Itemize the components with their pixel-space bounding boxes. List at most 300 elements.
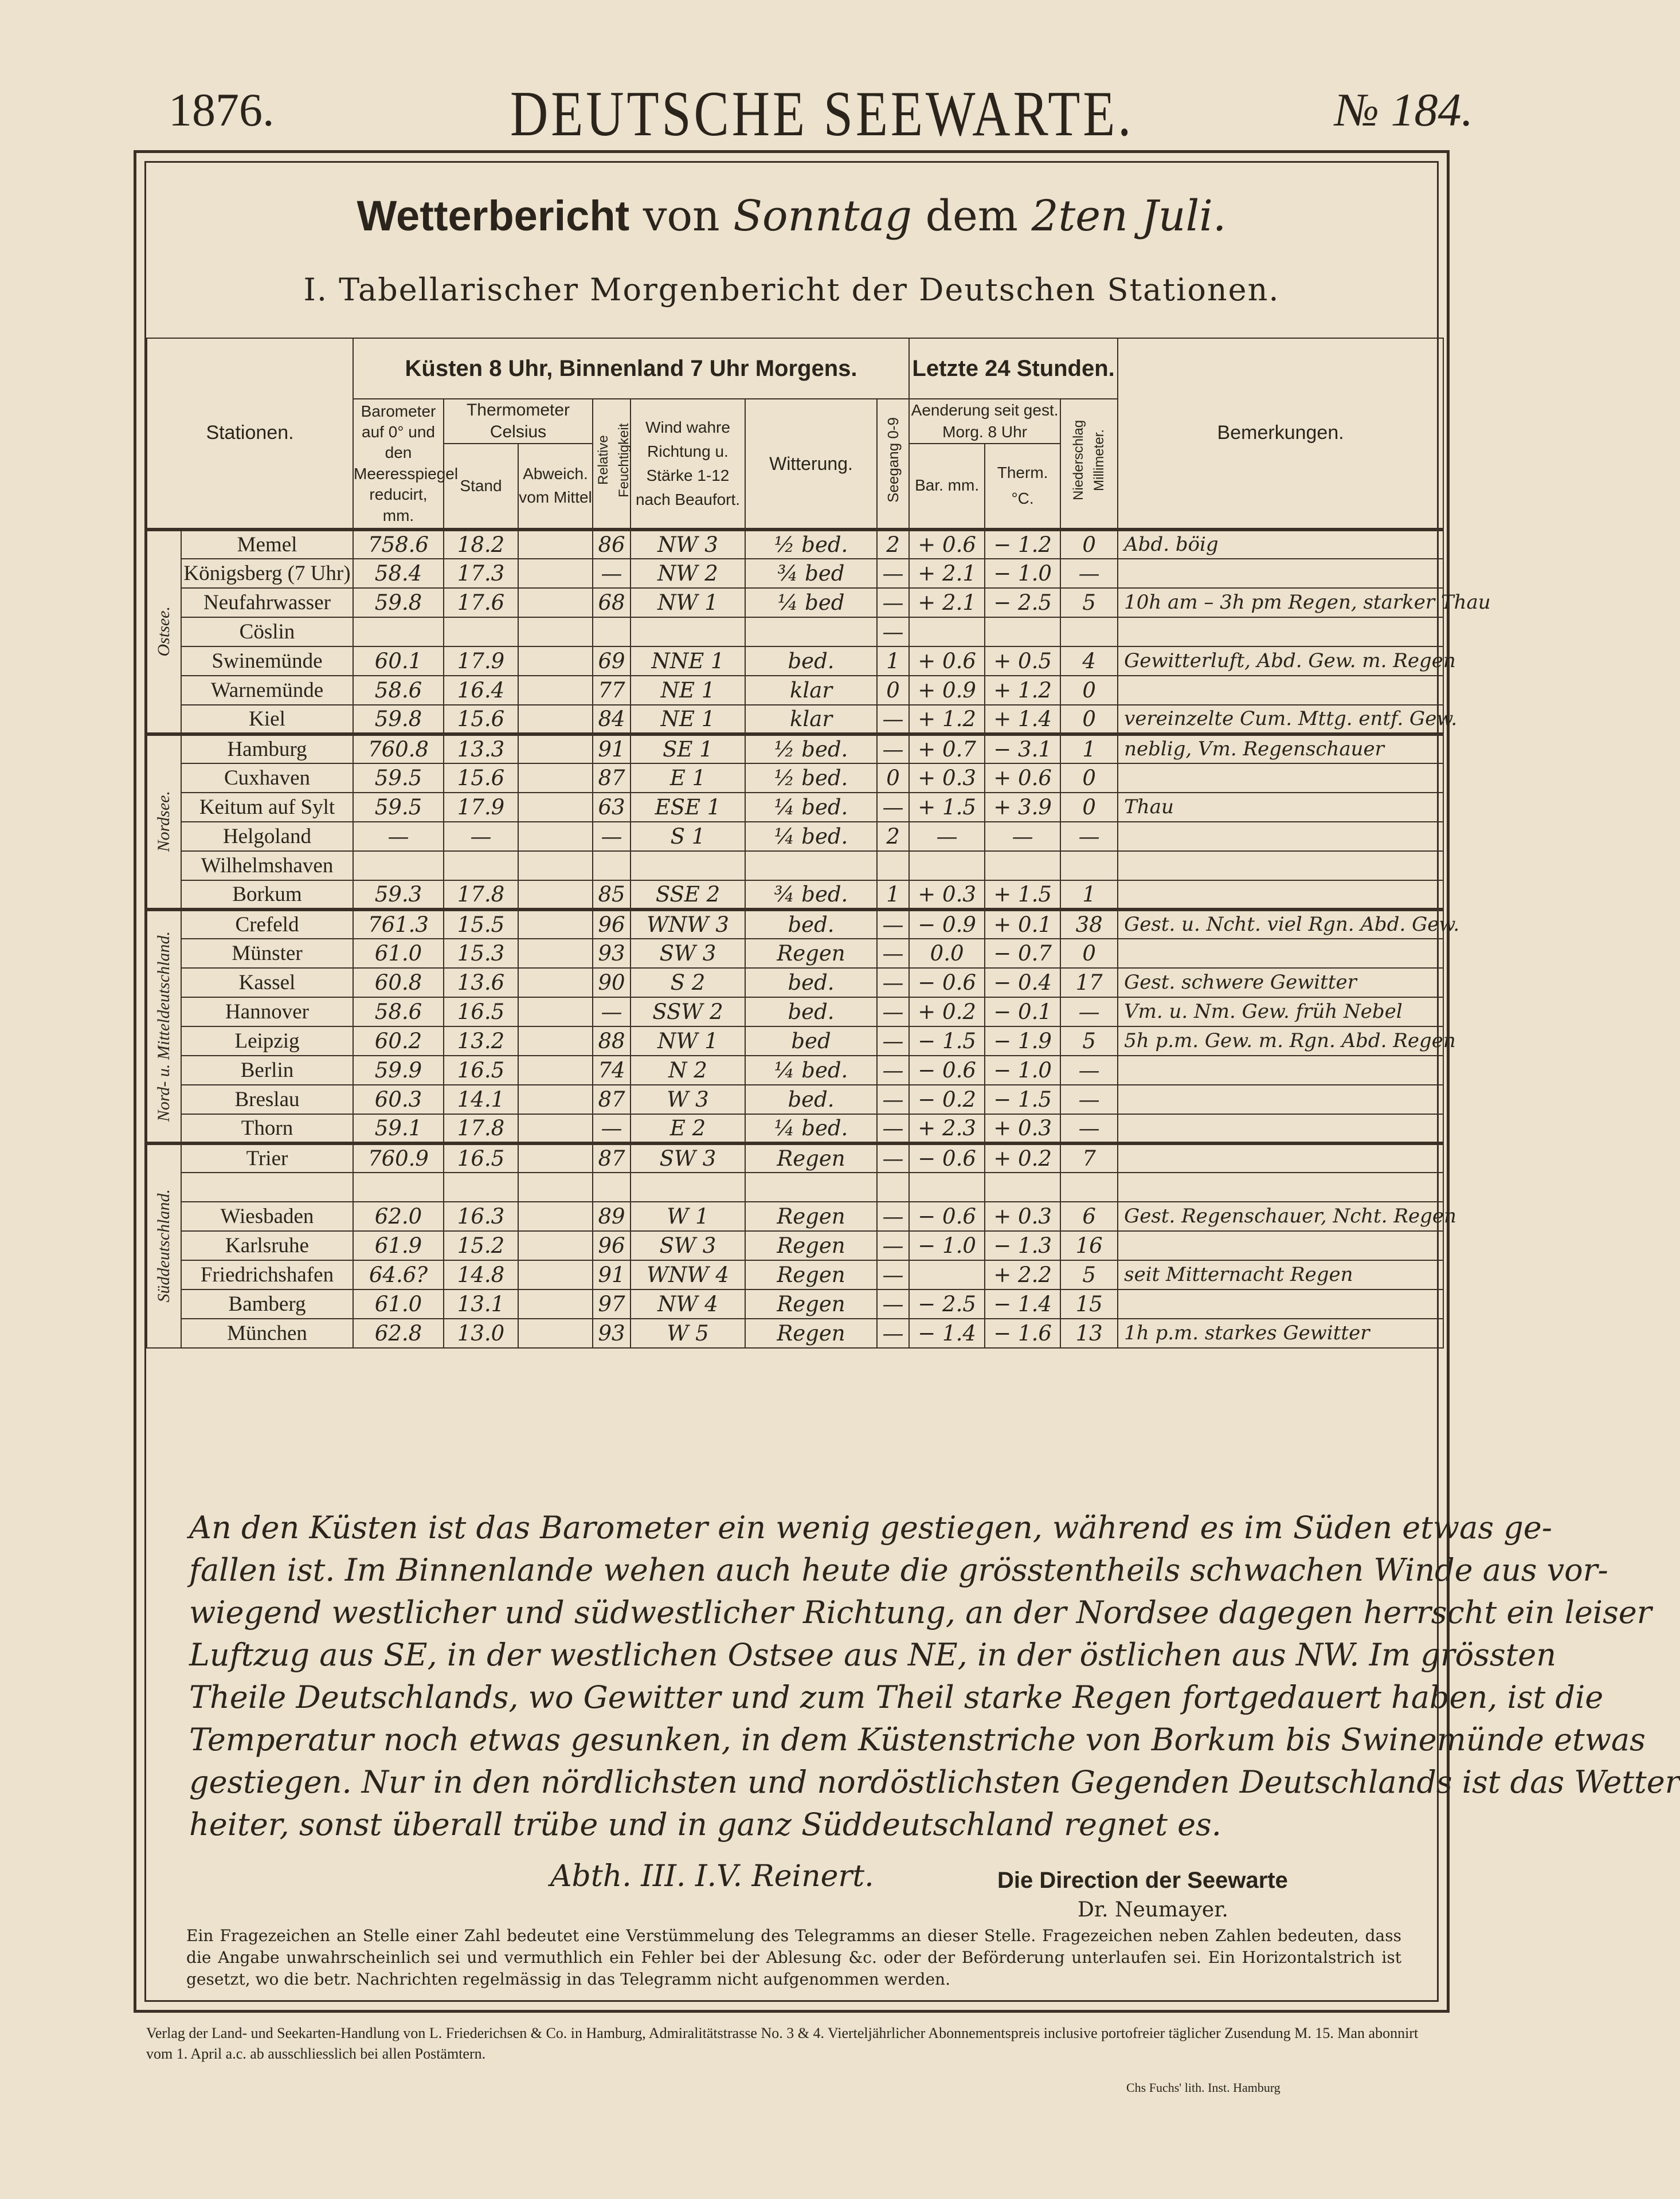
weather-cell: bed.: [745, 997, 877, 1026]
precip-cell: 4: [1060, 646, 1118, 676]
inner-frame: [144, 161, 1680, 2002]
thermometer-cell: 13.1: [444, 1289, 518, 1319]
station-name: Keitum auf Sylt: [181, 793, 353, 822]
table-row: [147, 1143, 1443, 1173]
weather-cell: ¼ bed: [745, 588, 877, 617]
morning-header: Küsten 8 Uhr, Binnenland 7 Uhr Morgens.: [353, 338, 909, 399]
thermometer-cell: 13.3: [444, 734, 518, 763]
station-name: [181, 1173, 353, 1202]
thermometer-cell: [444, 617, 518, 646]
remark-cell: Gest. schwere Gewitter: [1118, 968, 1443, 997]
wind-cell: NW 4: [631, 1289, 745, 1319]
barometer-cell: 59.8: [353, 705, 444, 734]
therm-change-cell: [985, 617, 1060, 646]
station-name: Kiel: [181, 705, 353, 734]
station-name: Königsberg (7 Uhr): [181, 559, 353, 588]
wind-cell: SE 1: [631, 734, 745, 763]
humidity-cell: 93: [593, 1319, 631, 1348]
remark-cell: Abd. böig: [1118, 530, 1443, 559]
deviation-cell: [518, 1202, 593, 1231]
summary-line: gestiegen. Nur in den nördlichsten und nordöstlichsten Gegenden Deutschlands ist das Wetter: [189, 1764, 1680, 1800]
precip-cell: —: [1060, 1114, 1118, 1143]
therm-change-cell: [985, 851, 1060, 880]
summary-line: Luftzug aus SE, in der westlichen Ostsee aus NE, in der östlichen aus NW. Im grössten: [189, 1637, 1557, 1673]
thermometer-cell: 17.8: [444, 880, 518, 910]
deviation-cell: [518, 851, 593, 880]
table-row: [147, 530, 1443, 559]
deviation-cell: [518, 968, 593, 997]
station-name: Hamburg: [181, 734, 353, 763]
therm-change-cell: − 1.3: [985, 1231, 1060, 1260]
table-row: [147, 1260, 1443, 1289]
precip-cell: 17: [1060, 968, 1118, 997]
remark-cell: Thau: [1118, 793, 1443, 822]
station-name: Leipzig: [181, 1026, 353, 1056]
thermometer-cell: —: [444, 822, 518, 851]
bar-change-cell: + 0.3: [909, 880, 985, 910]
weather-cell: ½ bed.: [745, 530, 877, 559]
summary-line: Theile Deutschlands, wo Gewitter und zum Theil starke Regen fortgedauert haben, ist die: [189, 1679, 1604, 1715]
change-header: Aenderung seit gest. Morg. 8 Uhr: [909, 399, 1060, 444]
therm-change-cell: + 1.5: [985, 880, 1060, 910]
humidity-cell: 87: [593, 1085, 631, 1114]
table-row: [147, 997, 1443, 1026]
seegang-cell: —: [877, 968, 909, 997]
bar-change-cell: − 1.5: [909, 1026, 985, 1056]
thermometer-cell: 17.9: [444, 646, 518, 676]
weather-cell: Regen: [745, 1260, 877, 1289]
barometer-cell: 59.1: [353, 1114, 444, 1143]
bar-change-cell: − 0.6: [909, 1143, 985, 1173]
barometer-cell: 58.6: [353, 676, 444, 705]
weather-cell: ¾ bed: [745, 559, 877, 588]
wind-cell: NW 3: [631, 530, 745, 559]
table-row: [147, 705, 1443, 734]
thermometer-cell: 13.6: [444, 968, 518, 997]
newspaper-title: DEUTSCHE SEEWARTE.: [510, 79, 1134, 150]
summary-line: heiter, sonst überall trübe und in ganz Süddeutschland regnet es.: [189, 1806, 1221, 1843]
therm-change-cell: + 0.1: [985, 910, 1060, 939]
stations-header: Stationen.: [147, 338, 353, 530]
therm-change-cell: + 0.6: [985, 763, 1060, 793]
therm-change-cell: − 1.6: [985, 1319, 1060, 1348]
seegang-cell: —: [877, 1319, 909, 1348]
thermometer-cell: 16.5: [444, 1056, 518, 1085]
therm-change-cell: + 0.3: [985, 1202, 1060, 1231]
remark-cell: [1118, 1231, 1443, 1260]
summary-line: fallen ist. Im Binnenlande wehen auch heute die grösstentheils schwachen Winde aus vor-: [189, 1552, 1608, 1588]
wind-cell: SSE 2: [631, 880, 745, 910]
weather-cell: ½ bed.: [745, 763, 877, 793]
direction: Die Direction der Seewarte: [997, 1868, 1288, 1893]
therm-change-cell: − 1.5: [985, 1085, 1060, 1114]
seegang-cell: —: [877, 559, 909, 588]
barometer-cell: 59.3: [353, 880, 444, 910]
wind-cell: [631, 1173, 745, 1202]
humidity-cell: 86: [593, 530, 631, 559]
remark-cell: seit Mitternacht Regen: [1118, 1260, 1443, 1289]
precip-cell: 15: [1060, 1289, 1118, 1319]
therm-change-cell: − 1.0: [985, 559, 1060, 588]
seegang-cell: —: [877, 1056, 909, 1085]
barometer-header-text: Barometer auf 0° und den Meeresspiegel reducirt, mm.: [354, 402, 459, 524]
station-name: Thorn: [181, 1114, 353, 1143]
deviation-cell: [518, 530, 593, 559]
humidity-cell: 77: [593, 676, 631, 705]
report-title-prefix: Wetterbericht: [357, 192, 630, 240]
station-name: Neufahrwasser: [181, 588, 353, 617]
table-row: [147, 1056, 1443, 1085]
wind-cell: NW 1: [631, 588, 745, 617]
table-row: [147, 1231, 1443, 1260]
thermometer-cell: 14.1: [444, 1085, 518, 1114]
weather-cell: Regen: [745, 1289, 877, 1319]
seegang-cell: —: [877, 793, 909, 822]
table-row: [147, 1289, 1443, 1319]
deviation-cell: [518, 676, 593, 705]
bar-change-cell: [909, 617, 985, 646]
wind-cell: N 2: [631, 1056, 745, 1085]
barometer-cell: 61.0: [353, 939, 444, 968]
therm-change-cell: + 1.4: [985, 705, 1060, 734]
bar-change-header: Bar. mm.: [909, 444, 985, 530]
wind-cell: NE 1: [631, 676, 745, 705]
remark-cell: Vm. u. Nm. Gew. früh Nebel: [1118, 997, 1443, 1026]
therm-change-cell: − 1.2: [985, 530, 1060, 559]
remark-cell: [1118, 676, 1443, 705]
station-name: Warnemünde: [181, 676, 353, 705]
thermometer-cell: [444, 851, 518, 880]
deviation-cell: [518, 910, 593, 939]
seegang-cell: —: [877, 910, 909, 939]
report-title: [146, 191, 1437, 241]
barometer-cell: 60.1: [353, 646, 444, 676]
table-row: [147, 646, 1443, 676]
table-row: [147, 851, 1443, 880]
barometer-cell: 60.2: [353, 1026, 444, 1056]
seegang-cell: [877, 851, 909, 880]
seegang-cell: 2: [877, 530, 909, 559]
precip-header: [1060, 399, 1118, 530]
deviation-cell: [518, 822, 593, 851]
barometer-cell: 760.8: [353, 734, 444, 763]
humidity-cell: 96: [593, 1231, 631, 1260]
wind-cell: ESE 1: [631, 793, 745, 822]
humidity-cell: [593, 1173, 631, 1202]
therm-change-cell: + 0.2: [985, 1143, 1060, 1173]
station-name: Cuxhaven: [181, 763, 353, 793]
wind-cell: W 1: [631, 1202, 745, 1231]
table-row: [147, 734, 1443, 763]
precip-cell: 7: [1060, 1143, 1118, 1173]
barometer-cell: 59.5: [353, 763, 444, 793]
last24-header: Letzte 24 Stunden.: [909, 338, 1118, 399]
thermometer-cell: 15.2: [444, 1231, 518, 1260]
precip-cell: —: [1060, 1085, 1118, 1114]
wind-cell: SSW 2: [631, 997, 745, 1026]
therm-change-cell: − 0.4: [985, 968, 1060, 997]
wind-cell: [631, 851, 745, 880]
seegang-cell: —: [877, 1289, 909, 1319]
bar-change-cell: + 2.3: [909, 1114, 985, 1143]
seegang-cell: —: [877, 588, 909, 617]
bar-change-cell: + 0.3: [909, 763, 985, 793]
remarks-header: Bemerkungen.: [1118, 338, 1443, 530]
precip-cell: —: [1060, 997, 1118, 1026]
remark-cell: Gest. Regenschauer, Ncht. Regen: [1118, 1202, 1443, 1231]
table-row: [147, 676, 1443, 705]
thermometer-cell: 17.3: [444, 559, 518, 588]
bar-change-cell: —: [909, 822, 985, 851]
humidity-cell: 90: [593, 968, 631, 997]
therm-change-cell: − 1.9: [985, 1026, 1060, 1056]
table-row: [147, 939, 1443, 968]
weather-cell: ¼ bed.: [745, 1056, 877, 1085]
barometer-cell: 58.4: [353, 559, 444, 588]
precip-cell: [1060, 617, 1118, 646]
barometer-header: [353, 399, 459, 530]
thermometer-cell: 15.6: [444, 705, 518, 734]
bar-change-cell: − 0.2: [909, 1085, 985, 1114]
therm-change-cell: —: [985, 822, 1060, 851]
remark-cell: [1118, 939, 1443, 968]
therm-change-cell: + 3.9: [985, 793, 1060, 822]
humidity-cell: [593, 851, 631, 880]
barometer-cell: 58.6: [353, 997, 444, 1026]
precip-cell: 5: [1060, 1026, 1118, 1056]
report-subtitle: I. Tabellarischer Morgenbericht der Deutschen Stationen.: [303, 272, 1280, 308]
deviation-cell: [518, 1260, 593, 1289]
therm-change-cell: − 1.4: [985, 1289, 1060, 1319]
therm-change-cell: + 1.2: [985, 676, 1060, 705]
remark-cell: [1118, 763, 1443, 793]
deviation-cell: [518, 1231, 593, 1260]
therm-change-cell: − 2.5: [985, 588, 1060, 617]
weather-cell: bed: [745, 1026, 877, 1056]
wind-cell: SW 3: [631, 1231, 745, 1260]
deviation-cell: [518, 997, 593, 1026]
remark-cell: [1118, 1085, 1443, 1114]
table-row: [147, 617, 1443, 646]
barometer-cell: 61.9: [353, 1231, 444, 1260]
wind-cell: WNW 3: [631, 910, 745, 939]
weather-header: Witterung.: [745, 399, 877, 530]
weather-cell: Regen: [745, 1143, 877, 1173]
humidity-cell: 87: [593, 763, 631, 793]
barometer-cell: —: [353, 822, 444, 851]
precip-header-text: Niederschlag Millimeter.: [1071, 420, 1107, 500]
bar-change-cell: + 1.2: [909, 705, 985, 734]
deviation-cell: [518, 1085, 593, 1114]
region-label: Ostsee.: [154, 606, 173, 657]
seegang-cell: —: [877, 1085, 909, 1114]
humidity-cell: —: [593, 559, 631, 588]
table-row: [147, 1319, 1443, 1348]
deviation-cell: [518, 1173, 593, 1202]
weather-cell: [745, 851, 877, 880]
wind-cell: NW 1: [631, 1026, 745, 1056]
station-name: Bamberg: [181, 1289, 353, 1319]
deviation-cell: [518, 705, 593, 734]
humidity-cell: 88: [593, 1026, 631, 1056]
wind-cell: S 1: [631, 822, 745, 851]
remark-cell: [1118, 822, 1443, 851]
bar-change-cell: − 1.0: [909, 1231, 985, 1260]
seegang-cell: 1: [877, 880, 909, 910]
humidity-cell: —: [593, 1114, 631, 1143]
humidity-cell: 68: [593, 588, 631, 617]
station-name: Trier: [181, 1143, 353, 1173]
wind-header-text: Wind wahre Richtung u. Stärke 1-12 nach Beaufort.: [635, 418, 741, 508]
humidity-cell: 93: [593, 939, 631, 968]
barometer-cell: 761.3: [353, 910, 444, 939]
barometer-cell: 59.8: [353, 588, 444, 617]
barometer-cell: [353, 1173, 444, 1202]
bar-change-cell: − 2.5: [909, 1289, 985, 1319]
wind-cell: SW 3: [631, 1143, 745, 1173]
deviation-cell: [518, 793, 593, 822]
barometer-cell: [353, 851, 444, 880]
barometer-cell: 60.3: [353, 1085, 444, 1114]
barometer-cell: 760.9: [353, 1143, 444, 1173]
seegang-header: [877, 399, 909, 530]
table-row: [147, 968, 1443, 997]
seegang-cell: —: [877, 617, 909, 646]
remark-cell: [1118, 617, 1443, 646]
thermometer-cell: 16.5: [444, 1143, 518, 1173]
weather-cell: Regen: [745, 1319, 877, 1348]
therm-change-cell: [985, 1173, 1060, 1202]
bar-change-cell: − 1.4: [909, 1319, 985, 1348]
remark-cell: Gewitterluft, Abd. Gew. m. Regen: [1118, 646, 1443, 676]
report-title-dem: dem: [925, 191, 1018, 241]
remark-cell: Gest. u. Ncht. viel Rgn. Abd. Gew.: [1118, 910, 1443, 939]
weather-table: [146, 338, 1491, 1349]
precip-cell: 0: [1060, 676, 1118, 705]
seegang-cell: —: [877, 1231, 909, 1260]
weather-cell: bed.: [745, 968, 877, 997]
seegang-cell: [877, 1173, 909, 1202]
issue-number: № 184.: [1334, 84, 1473, 136]
region-cell: [147, 734, 181, 910]
precip-cell: 1: [1060, 734, 1118, 763]
deviation-cell: [518, 734, 593, 763]
humidity-header-text: Relative Feuchtigkeit: [596, 423, 632, 497]
thermometer-cell: 17.8: [444, 1114, 518, 1143]
wind-cell: WNW 4: [631, 1260, 745, 1289]
precip-cell: —: [1060, 822, 1118, 851]
remark-cell: 10h am – 3h pm Regen, starker Thau: [1118, 588, 1443, 617]
bar-change-cell: + 0.6: [909, 530, 985, 559]
weather-cell: bed.: [745, 646, 877, 676]
precip-cell: 6: [1060, 1202, 1118, 1231]
bar-change-cell: + 1.5: [909, 793, 985, 822]
weather-cell: Regen: [745, 1231, 877, 1260]
thermometer-cell: 18.2: [444, 530, 518, 559]
remark-cell: 1h p.m. starkes Gewitter: [1118, 1319, 1443, 1348]
weather-cell: [745, 617, 877, 646]
bar-change-cell: + 0.6: [909, 646, 985, 676]
remark-cell: [1118, 880, 1443, 910]
thermometer-cell: 17.9: [444, 793, 518, 822]
explanatory-note: Ein Fragezeichen an Stelle einer Zahl bedeutet eine Verstümmelung des Telegramms an dieser Stelle. Fragezeichen neben Zahlen bedeuten, dass die Angabe unwahrscheinlich sei und vermuthlich ein Fehler bei der Ablesung &c. oder der Beförderung unterlaufen sei. Ein Horizontalstrich ist gesetzt, wo die betr. Nachrichten regelmässig in das Telegramm nicht aufgenommen werden.: [186, 1926, 1401, 1989]
wind-cell: E 2: [631, 1114, 745, 1143]
station-name: Hannover: [181, 997, 353, 1026]
barometer-cell: 758.6: [353, 530, 444, 559]
weather-cell: ¼ bed.: [745, 1114, 877, 1143]
bar-change-cell: − 0.6: [909, 1056, 985, 1085]
masthead: [132, 77, 1473, 158]
remark-cell: neblig, Vm. Regenschauer: [1118, 734, 1443, 763]
wind-cell: W 5: [631, 1319, 745, 1348]
table-row: [147, 880, 1443, 910]
station-name: Breslau: [181, 1085, 353, 1114]
region-label: Nord- u. Mitteldeutschland.: [154, 931, 173, 1122]
deviation-cell: [518, 588, 593, 617]
seegang-cell: —: [877, 1260, 909, 1289]
station-name: Swinemünde: [181, 646, 353, 676]
table-row: [147, 1085, 1443, 1114]
station-name: Münster: [181, 939, 353, 968]
table-row: [147, 1202, 1443, 1231]
wind-header: [631, 399, 745, 530]
therm-change-cell: + 2.2: [985, 1260, 1060, 1289]
table-row: [147, 793, 1443, 822]
station-name: Crefeld: [181, 910, 353, 939]
table-row: [147, 1173, 1443, 1202]
station-name: Cöslin: [181, 617, 353, 646]
deviation-cell: [518, 939, 593, 968]
remark-cell: [1118, 851, 1443, 880]
thermometer-cell: 16.5: [444, 997, 518, 1026]
report-date: 2ten Juli.: [1031, 191, 1227, 241]
wind-cell: [631, 617, 745, 646]
seegang-cell: —: [877, 1026, 909, 1056]
humidity-cell: [593, 617, 631, 646]
precip-cell: 5: [1060, 588, 1118, 617]
weather-cell: klar: [745, 676, 877, 705]
humidity-cell: 89: [593, 1202, 631, 1231]
deviation-cell: [518, 559, 593, 588]
therm-change-header: Therm. °C.: [985, 444, 1060, 530]
bar-change-cell: [909, 851, 985, 880]
station-name: Karlsruhe: [181, 1231, 353, 1260]
deviation-cell: [518, 1289, 593, 1319]
remark-cell: vereinzelte Cum. Mttg. entf. Gew.: [1118, 705, 1443, 734]
wind-cell: NW 2: [631, 559, 745, 588]
page-frame: [134, 150, 1680, 2013]
thermometer-cell: 16.4: [444, 676, 518, 705]
precip-cell: —: [1060, 1056, 1118, 1085]
barometer-cell: 61.0: [353, 1289, 444, 1319]
region-label: Süddeutschland.: [154, 1189, 173, 1303]
table-row: [147, 822, 1443, 851]
precip-cell: 38: [1060, 910, 1118, 939]
barometer-cell: 59.9: [353, 1056, 444, 1085]
weather-cell: [745, 1173, 877, 1202]
precip-cell: —: [1060, 559, 1118, 588]
table-row: [147, 588, 1443, 617]
region-cell: [147, 530, 181, 734]
weather-cell: klar: [745, 705, 877, 734]
region-cell: [147, 1143, 181, 1348]
wind-cell: NE 1: [631, 705, 745, 734]
deviation-cell: [518, 1026, 593, 1056]
bar-change-cell: + 0.2: [909, 997, 985, 1026]
thermometer-cell: 16.3: [444, 1202, 518, 1231]
director: Dr. Neumayer.: [1078, 1898, 1228, 1922]
summary-line: wiegend westlicher und südwestlicher Richtung, an der Nordsee dagegen herrscht ein leiser: [189, 1594, 1652, 1630]
